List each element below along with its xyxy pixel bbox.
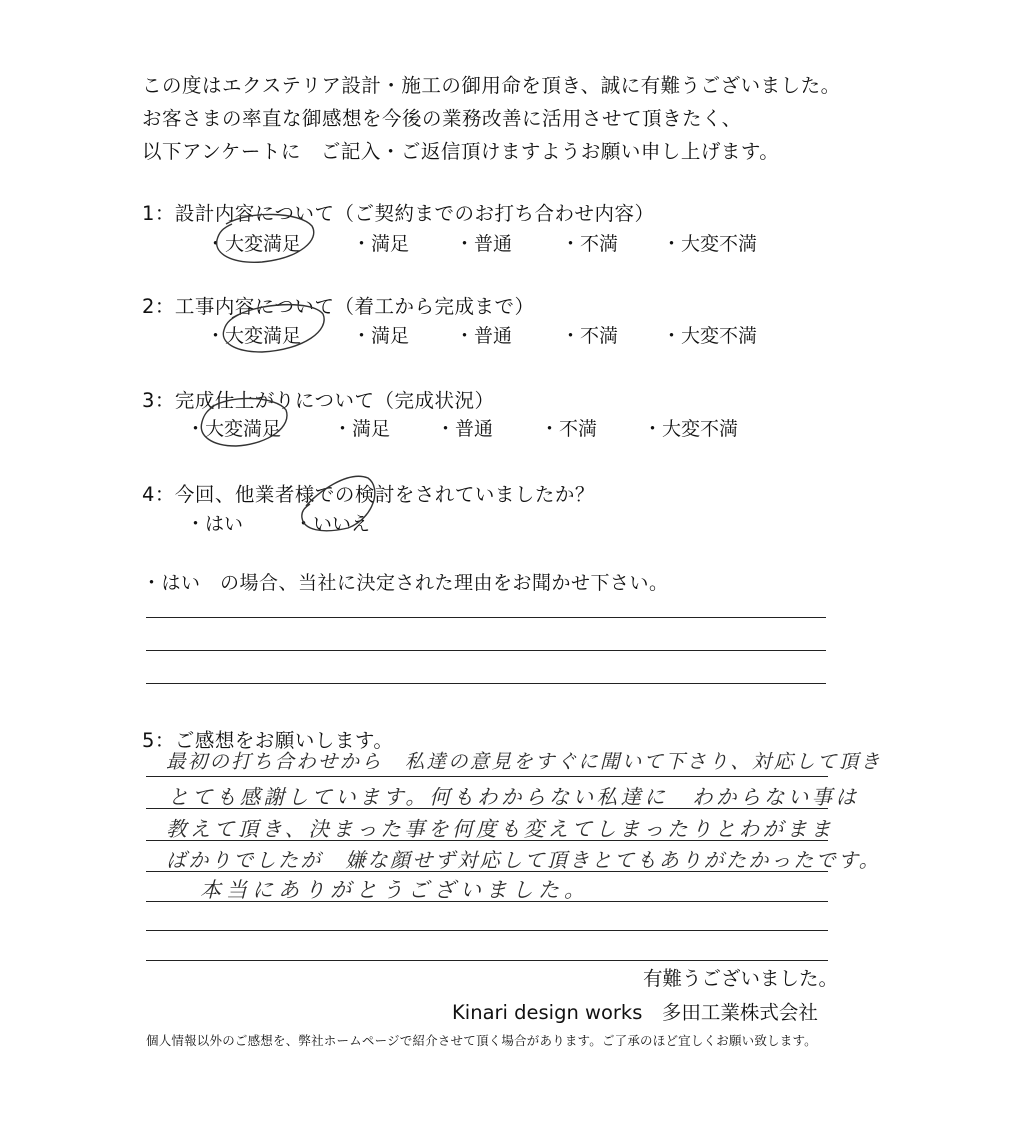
- q4-option-yes[interactable]: ・はい: [186, 513, 244, 535]
- comment-line-6[interactable]: [146, 930, 828, 931]
- reason-prompt: ・はい の場合、当社に決定された理由をお聞かせ下さい。: [142, 572, 669, 594]
- privacy-footer-note: 個人情報以外のご感想を、弊社ホームページで紹介させて頂く場合があります。ご了承のほど宜しくお願い致します。: [146, 1033, 817, 1048]
- reason-line-3[interactable]: [146, 683, 826, 684]
- handwritten-line-2: とても感謝しています。何もわからない私達に わからない事は: [168, 785, 860, 809]
- handwritten-line-3: 教えて頂き、決まった事を何度も変えてしまったりとわがまま: [166, 817, 835, 841]
- question-1-title: 1：設計内容について（ご契約までのお打ち合わせ内容）: [142, 202, 655, 225]
- q2-option-very-satisfied[interactable]: ・大変満足: [206, 325, 302, 347]
- reason-line-2[interactable]: [146, 650, 826, 651]
- q2-option-neutral[interactable]: ・普通: [455, 325, 513, 347]
- q3-option-dissatisfied[interactable]: ・不満: [540, 418, 598, 440]
- q1-option-very-dissatisfied[interactable]: ・大変不満: [662, 233, 758, 255]
- reason-line-1[interactable]: [146, 617, 826, 618]
- comment-line-7[interactable]: [146, 960, 828, 961]
- comment-line-1[interactable]: [146, 776, 828, 777]
- company-signature: Kinari design works 多田工業株式会社: [452, 1001, 818, 1024]
- q1-option-dissatisfied[interactable]: ・不満: [561, 233, 619, 255]
- q1-option-neutral[interactable]: ・普通: [455, 233, 513, 255]
- q3-option-very-satisfied[interactable]: ・大変満足: [186, 418, 282, 440]
- q3-option-neutral[interactable]: ・普通: [436, 418, 494, 440]
- question-5-title: 5：ご感想をお願いします。: [142, 729, 394, 752]
- q3-option-very-dissatisfied[interactable]: ・大変不満: [643, 418, 739, 440]
- question-4-title: 4：今回、他業者様での検討をされていましたか？: [142, 483, 595, 506]
- handwritten-line-5: 本当にありがとうございました。: [200, 878, 590, 902]
- closing-thanks: 有難うございました。: [643, 967, 839, 990]
- q4-option-no[interactable]: ・いいえ: [294, 513, 371, 535]
- handwritten-line-4: ばかりでしたが 嫌な顔せず対応して頂きとてもありがたかったです。: [166, 848, 882, 872]
- question-3-title: 3：完成仕上がりについて（完成状況）: [142, 389, 495, 412]
- q2-option-very-dissatisfied[interactable]: ・大変不満: [662, 325, 758, 347]
- q1-option-very-satisfied[interactable]: ・大変満足: [206, 233, 302, 255]
- handwritten-line-1: 最初の打ち合わせから 私達の意見をすぐに聞いて下さり、対応して頂き: [166, 750, 883, 773]
- intro-line-3: 以下アンケートに ご記入・ご返信頂けますようお願い申し上げます。: [142, 140, 780, 163]
- intro-line-1: この度はエクステリア設計・施工の御用命を頂き、誠に有難うございました。: [142, 74, 841, 97]
- q2-option-satisfied[interactable]: ・満足: [352, 325, 410, 347]
- q2-option-dissatisfied[interactable]: ・不満: [561, 325, 619, 347]
- q3-option-satisfied[interactable]: ・満足: [333, 418, 391, 440]
- q1-option-satisfied[interactable]: ・満足: [352, 233, 410, 255]
- intro-line-2: お客さまの率直な御感想を今後の業務改善に活用させて頂きたく、: [142, 107, 742, 130]
- question-2-title: 2：工事内容について（着工から完成まで）: [142, 295, 535, 318]
